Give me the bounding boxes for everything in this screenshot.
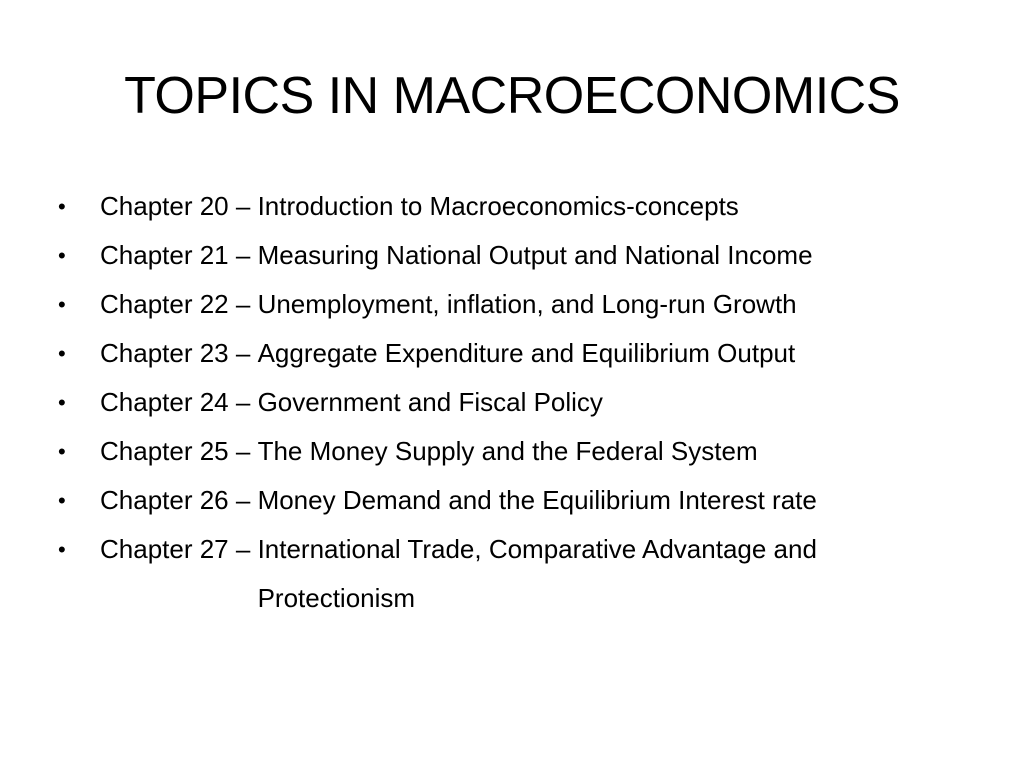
- topic-text: [258, 525, 817, 623]
- list-item-text: [100, 378, 603, 427]
- bullet-icon: •: [58, 488, 66, 513]
- chapter-label: Chapter 20 –: [100, 191, 258, 221]
- chapter-label: Chapter 21 –: [100, 240, 258, 270]
- topic-line: Protectionism: [257, 583, 416, 613]
- list-item: [58, 182, 1008, 231]
- list-item-text: [100, 525, 817, 623]
- topic-text: [258, 378, 603, 427]
- chapter-label: Chapter 24 –: [100, 387, 258, 417]
- topic-text: [258, 182, 739, 231]
- list-item-text: [100, 231, 813, 280]
- list-item-text: [100, 280, 797, 329]
- topic-line: The Money Supply and the Federal System: [257, 436, 758, 466]
- chapter-label: Chapter 26 –: [100, 485, 258, 515]
- chapter-label: Chapter 22 –: [100, 289, 258, 319]
- list-item: [58, 427, 1008, 476]
- bullet-icon: •: [58, 341, 66, 366]
- list-item-text: [100, 182, 739, 231]
- topic-line: Measuring National Output and National Income: [257, 240, 813, 270]
- list-item: [58, 329, 1008, 378]
- list-item-text: [100, 427, 758, 476]
- bullet-icon: •: [58, 537, 66, 562]
- topic-line: Unemployment, inflation, and Long-run Growth: [257, 289, 797, 319]
- chapter-label: Chapter 23 –: [100, 338, 258, 368]
- bullet-icon: •: [58, 390, 66, 415]
- bullet-icon: •: [58, 439, 66, 464]
- topic-line: Introduction to Macroeconomics-concepts: [257, 191, 739, 221]
- bullet-icon: •: [58, 243, 66, 268]
- topic-text: [258, 427, 758, 476]
- bullet-icon: •: [58, 194, 66, 219]
- list-item: [58, 476, 1008, 525]
- list-item: [58, 525, 1008, 623]
- topic-text: [258, 280, 797, 329]
- chapter-label: Chapter 25 –: [100, 436, 258, 466]
- slide-title: TOPICS IN MACROECONOMICS: [124, 67, 900, 125]
- list-item-text: [100, 329, 795, 378]
- list-item-text: [100, 476, 817, 525]
- topic-text: [258, 231, 813, 280]
- topic-text: [258, 476, 817, 525]
- list-item: [58, 231, 1008, 280]
- chapter-list: [58, 182, 1008, 623]
- topic-line: International Trade, Comparative Advantage and: [257, 534, 817, 564]
- list-item: [58, 378, 1008, 427]
- chapter-label: Chapter 27 –: [100, 534, 258, 564]
- topic-line: Money Demand and the Equilibrium Interest rate: [257, 485, 817, 515]
- topic-line: Aggregate Expenditure and Equilibrium Output: [257, 338, 796, 368]
- bullet-icon: •: [58, 292, 66, 317]
- topic-text: [258, 329, 796, 378]
- topic-line: Government and Fiscal Policy: [257, 387, 603, 417]
- list-item: [58, 280, 1008, 329]
